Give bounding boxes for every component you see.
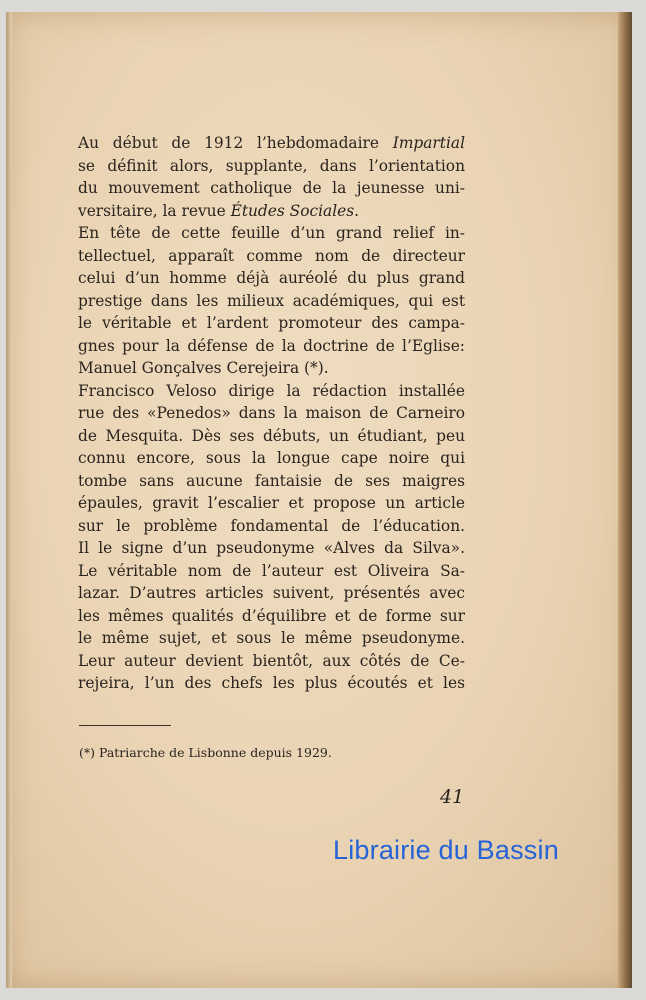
text-line	[78, 380, 465, 403]
text-segment: Leur auteur devient bientôt, aux côtés de Ce-	[78, 651, 465, 670]
text-line	[78, 335, 465, 358]
text-segment: rejeira, l’un des chefs les plus écoutés et les	[78, 674, 465, 692]
text-segment: tellectuel, apparaît comme nom de directeur	[78, 246, 465, 265]
text-segment: le véritable et l’ardent promoteur des campa-	[78, 314, 465, 332]
footnote-rule	[79, 725, 171, 726]
text-line	[78, 177, 465, 200]
text-line	[78, 447, 465, 470]
text-line	[78, 650, 465, 673]
text-segment: du mouvement catholique de la jeunesse uni-	[78, 179, 465, 197]
text-line	[78, 672, 465, 695]
text-segment: tombe sans aucune fantaisie de ses maigres	[78, 471, 465, 490]
text-segment: Au début de 1912 l’hebdomadaire	[78, 134, 393, 152]
page-spine-edge	[618, 12, 632, 988]
italic-title: Impartial	[392, 134, 465, 152]
text-segment: En tête de cette feuille d’un grand relief in-	[78, 224, 465, 242]
watermark: Librairie du Bassin	[333, 835, 559, 865]
page-number: 41	[440, 786, 465, 808]
text-segment: Il le signe d’un pseudonyme «Alves da Silva».	[78, 539, 465, 557]
text-line	[78, 605, 465, 628]
text-line	[78, 200, 465, 223]
text-line	[78, 582, 465, 605]
text-line	[78, 492, 465, 515]
text-segment: épaules, gravit l’escalier et propose un article	[78, 494, 465, 512]
text-segment: .	[354, 201, 360, 220]
text-line	[78, 245, 465, 268]
text-segment: prestige dans les milieux académiques, qui est	[78, 291, 465, 310]
text-line	[78, 425, 465, 448]
text-line	[78, 560, 465, 583]
text-line	[78, 222, 465, 245]
text-line	[78, 402, 465, 425]
text-line	[78, 290, 465, 313]
text-segment: les mêmes qualités d’équilibre et de forme sur	[78, 606, 465, 625]
text-segment: se définit alors, supplante, dans l’orientation	[78, 156, 465, 175]
text-line	[78, 537, 465, 560]
text-line	[78, 627, 465, 650]
text-segment: lazar. D’autres articles suivent, présentés avec	[78, 584, 465, 602]
text-segment: gnes pour la défense de la doctrine de l’Eglise:	[78, 336, 465, 355]
text-segment: Manuel Gonçalves Cerejeira (*).	[78, 359, 329, 377]
footnote: (*) Patriarche de Lisbonne depuis 1929.	[79, 745, 332, 760]
text-segment: de Mesquita. Dès ses débuts, un étudiant, peu	[78, 426, 465, 445]
text-line	[78, 155, 465, 178]
text-segment: Le véritable nom de l’auteur est Oliveira Sa-	[78, 561, 465, 580]
text-segment: Francisco Veloso dirige la rédaction installée	[78, 381, 465, 400]
body-text	[78, 132, 465, 695]
text-line	[78, 470, 465, 493]
text-line	[78, 132, 465, 155]
page-left-edge	[6, 12, 12, 988]
text-line	[78, 357, 465, 380]
text-line	[78, 267, 465, 290]
text-segment: sur le problème fondamental de l’éducation.	[78, 516, 465, 535]
text-segment: connu encore, sous la longue cape noire qui	[78, 449, 465, 467]
italic-title: Études Sociales	[230, 201, 355, 220]
text-segment: le même sujet, et sous le même pseudonyme.	[78, 629, 465, 647]
text-segment: versitaire, la revue	[78, 201, 231, 220]
text-segment: celui d’un homme déjà auréolé du plus grand	[78, 269, 465, 287]
text-line	[78, 515, 465, 538]
text-line	[78, 312, 465, 335]
text-segment: rue des «Penedos» dans la maison de Carneiro	[78, 404, 465, 422]
